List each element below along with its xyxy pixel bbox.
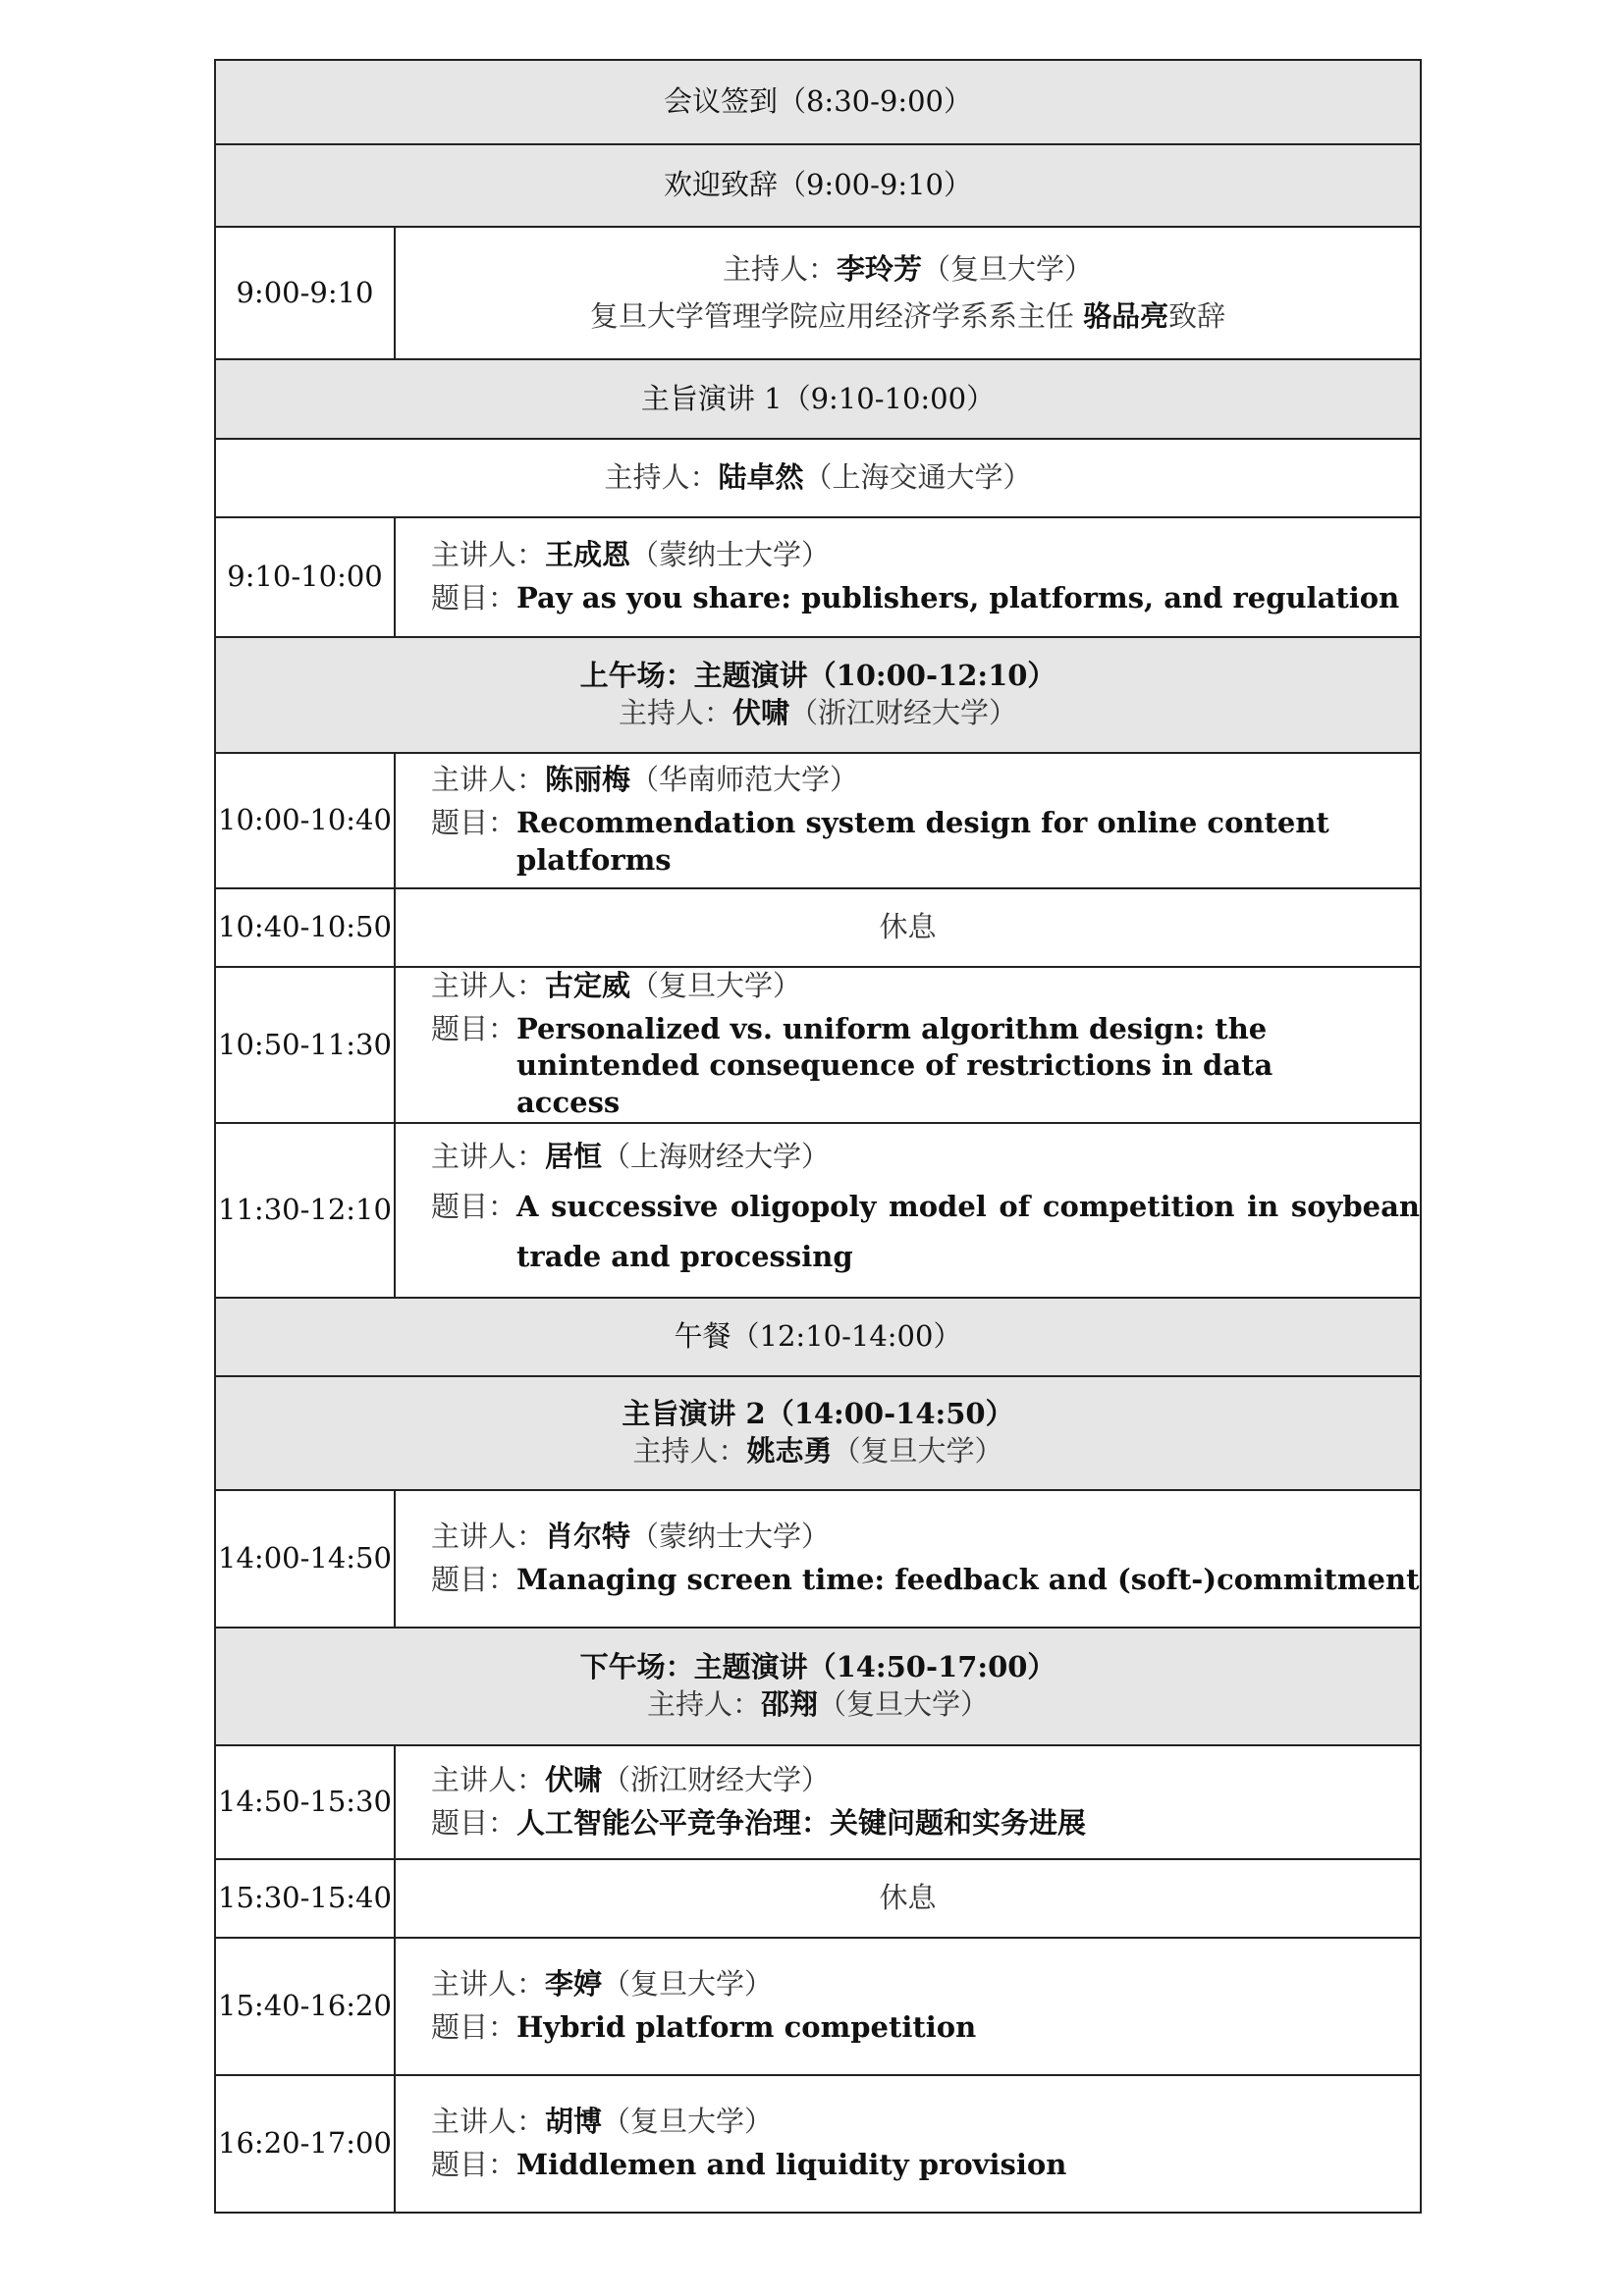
row-keynote2-header <box>215 1376 1421 1490</box>
speaker-line <box>431 1139 1420 1176</box>
time-cell: 10:50-11:30 <box>215 967 395 1123</box>
title-line <box>431 1182 1420 1282</box>
speaker-name: 伏啸 <box>545 1763 603 1797</box>
speaker-line <box>431 537 1420 574</box>
host-line <box>216 1433 1420 1470</box>
time-cell: 15:40-16:20 <box>215 1938 395 2075</box>
row-talk <box>215 1490 1421 1628</box>
speaker-name: 居恒 <box>545 1140 603 1174</box>
host-label: 主持人： <box>646 1686 761 1721</box>
welcome-line <box>396 298 1420 336</box>
title-line <box>431 1011 1420 1122</box>
host-line <box>216 1686 1420 1724</box>
speaker-name: 胡博 <box>545 2105 603 2139</box>
talk-title: Middlemen and liquidity provision <box>516 2147 1067 2181</box>
time-cell: 11:30-12:10 <box>215 1123 395 1298</box>
section-title: 主旨演讲 2（14:00-14:50） <box>622 1397 1014 1431</box>
speaker-label: 主讲人： <box>431 1520 546 1554</box>
title-line <box>431 580 1420 617</box>
title-label: 题目： <box>431 1189 517 1223</box>
section-header <box>215 637 1421 753</box>
title-label: 题目： <box>431 581 517 614</box>
title-label: 题目： <box>431 1805 517 1840</box>
speaker-affiliation: （复旦大学） <box>602 2105 774 2139</box>
host-label: 主持人： <box>618 696 732 729</box>
host-label: 主持人： <box>722 251 837 286</box>
talk-title: Personalized vs. uniform algorithm design: the unintended consequence of restrictions in data access <box>516 1011 1273 1120</box>
talk-cell <box>395 753 1421 888</box>
host-line <box>396 251 1420 289</box>
speaker-line <box>431 2104 1420 2141</box>
speaker-label: 主讲人： <box>431 1140 546 1174</box>
row-talk <box>215 753 1421 888</box>
talk-cell <box>395 967 1421 1123</box>
section-header <box>215 1628 1421 1745</box>
talk-title: Pay as you share: publishers, platforms, and regulation <box>516 581 1400 614</box>
host-name: 姚志勇 <box>746 1433 833 1468</box>
row-talk <box>215 1745 1421 1859</box>
speaker-name: 古定威 <box>545 969 631 1002</box>
host-name: 邵翔 <box>760 1686 818 1721</box>
speaker-label: 主讲人： <box>431 1763 546 1797</box>
speaker-line <box>431 762 1420 799</box>
speaker-line <box>431 1966 1420 2003</box>
speaker-line <box>431 1519 1420 1556</box>
section-header: 欢迎致辞（9:00-9:10） <box>215 144 1421 227</box>
section-title: 上午场：主题演讲（10:00-12:10） <box>579 659 1056 693</box>
section-title: 下午场：主题演讲（14:50-17:00） <box>579 1650 1056 1684</box>
title-label: 题目： <box>431 1011 517 1045</box>
talk-cell <box>395 1938 1421 2075</box>
host-affiliation: （复旦大学） <box>922 251 1094 286</box>
speaker-name: 李婷 <box>545 1967 603 2002</box>
row-morning-header <box>215 637 1421 753</box>
time-cell: 15:30-15:40 <box>215 1859 395 1938</box>
row-talk <box>215 967 1421 1123</box>
row-checkin <box>215 60 1421 144</box>
time-cell: 14:00-14:50 <box>215 1490 395 1628</box>
title-label: 题目： <box>431 806 517 840</box>
host-name: 陆卓然 <box>718 460 804 495</box>
time-cell: 10:00-10:40 <box>215 753 395 888</box>
speaker-name: 肖尔特 <box>545 1520 631 1554</box>
row-talk <box>215 1123 1421 1298</box>
host-line <box>216 695 1420 732</box>
title-line <box>431 2147 1420 2184</box>
row-talk <box>215 2075 1421 2213</box>
speaker-line <box>431 968 1420 1005</box>
row-afternoon-header <box>215 1628 1421 1745</box>
talk-title: Managing screen time: feedback and (soft-)commitment <box>516 1562 1420 1596</box>
speaker-affiliation: （上海财经大学） <box>602 1140 831 1174</box>
host-affiliation: （上海交通大学） <box>803 460 1032 495</box>
time-cell: 10:40-10:50 <box>215 888 395 967</box>
title-label: 题目： <box>431 2009 517 2044</box>
section-header: 主旨演讲 1（9:10-10:00） <box>215 359 1421 439</box>
host-cell <box>215 439 1421 517</box>
talk-cell <box>395 2075 1421 2213</box>
agenda-table <box>214 59 1422 2214</box>
row-keynote1-header <box>215 359 1421 439</box>
speaker-affiliation: （华南师范大学） <box>630 763 859 797</box>
row-lunch <box>215 1298 1421 1376</box>
host-affiliation: （复旦大学） <box>818 1686 990 1721</box>
speaker-name: 陈丽梅 <box>545 763 631 797</box>
time-cell: 9:10-10:00 <box>215 517 395 637</box>
title-line <box>431 2009 1420 2047</box>
host-name: 伏啸 <box>731 696 789 729</box>
speaker-affiliation: （复旦大学） <box>602 1967 774 2002</box>
row-talk <box>215 517 1421 637</box>
host-label: 主持人： <box>632 1433 747 1468</box>
talk-title: A successive oligopoly model of competition in soybean trade and processing <box>516 1189 1420 1273</box>
break-cell: 休息 <box>395 888 1421 967</box>
section-header: 午餐（12:10-14:00） <box>215 1298 1421 1376</box>
session-cell <box>395 227 1421 359</box>
title-line <box>431 1805 1420 1842</box>
row-welcome-header <box>215 144 1421 227</box>
speaker-label: 主讲人： <box>431 2105 546 2139</box>
time-cell: 9:00-9:10 <box>215 227 395 359</box>
break-cell: 休息 <box>395 1859 1421 1938</box>
row-break <box>215 1859 1421 1938</box>
section-header: 会议签到（8:30-9:00） <box>215 60 1421 144</box>
welcome-speaker: 骆品亮 <box>1083 298 1169 333</box>
row-welcome <box>215 227 1421 359</box>
host-affiliation: （浙江财经大学） <box>789 696 1018 729</box>
speaker-affiliation: （复旦大学） <box>630 969 802 1002</box>
title-label: 题目： <box>431 2147 517 2181</box>
talk-cell <box>395 1123 1421 1298</box>
row-keynote1-host <box>215 439 1421 517</box>
host-label: 主持人： <box>604 460 719 495</box>
welcome-suffix: 致辞 <box>1168 298 1226 333</box>
time-cell: 14:50-15:30 <box>215 1745 395 1859</box>
speaker-affiliation: （浙江财经大学） <box>602 1763 831 1797</box>
speaker-line <box>431 1762 1420 1799</box>
speaker-label: 主讲人： <box>431 1967 546 2002</box>
speaker-label: 主讲人： <box>431 969 546 1002</box>
speaker-affiliation: （蒙纳士大学） <box>630 538 831 572</box>
talk-cell <box>395 1745 1421 1859</box>
host-name: 李玲芳 <box>836 251 922 286</box>
host-affiliation: （复旦大学） <box>832 1433 1003 1468</box>
speaker-label: 主讲人： <box>431 763 546 797</box>
talk-title: Recommendation system design for online content platforms <box>516 806 1329 877</box>
talk-title: Hybrid platform competition <box>516 2009 977 2044</box>
title-label: 题目： <box>431 1562 517 1596</box>
time-cell: 16:20-17:00 <box>215 2075 395 2213</box>
speaker-affiliation: （蒙纳士大学） <box>630 1520 831 1554</box>
row-break <box>215 888 1421 967</box>
title-line <box>431 1562 1420 1599</box>
row-talk <box>215 1938 1421 2075</box>
talk-cell <box>395 517 1421 637</box>
speaker-name: 王成恩 <box>545 538 631 572</box>
talk-cell <box>395 1490 1421 1628</box>
welcome-prefix: 复旦大学管理学院应用经济学系系主任 <box>589 298 1084 333</box>
section-header <box>215 1376 1421 1490</box>
speaker-label: 主讲人： <box>431 538 546 572</box>
title-line <box>431 805 1420 879</box>
talk-title: 人工智能公平竞争治理：关键问题和实务进展 <box>516 1805 1087 1840</box>
